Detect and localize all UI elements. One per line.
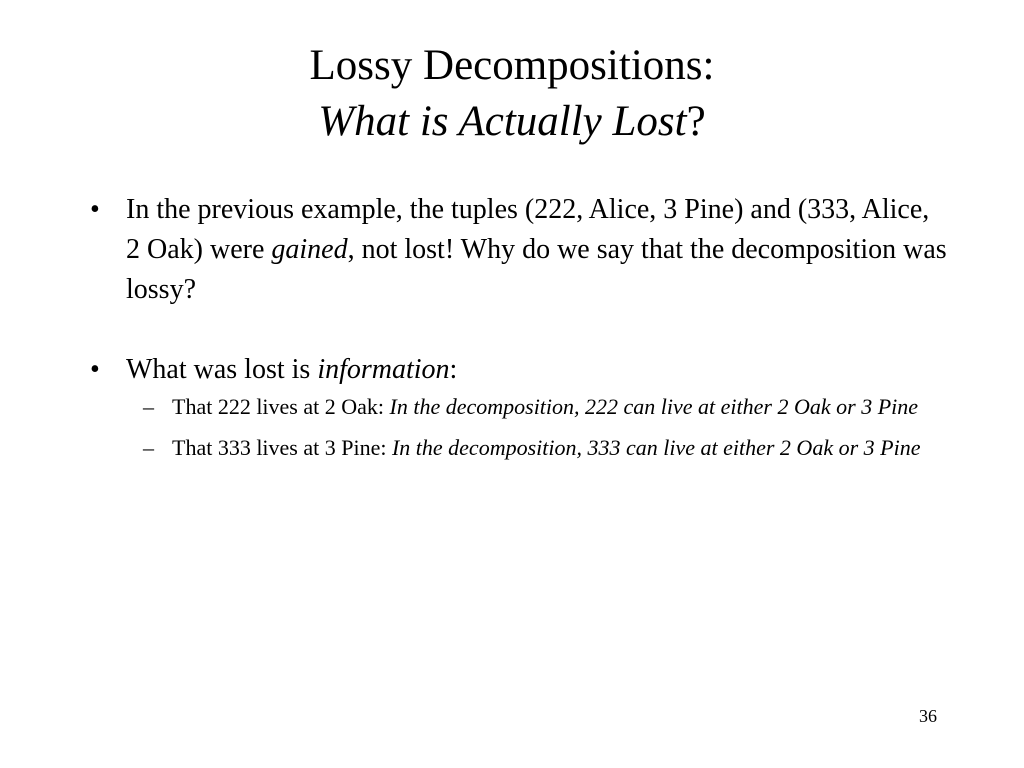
dash-marker: – bbox=[143, 435, 154, 460]
bullet-item bbox=[90, 350, 950, 464]
title-line-2 bbox=[0, 94, 1024, 150]
slide-body bbox=[90, 190, 950, 464]
bullet-marker: • bbox=[90, 354, 100, 385]
bullet-emphasis: gained bbox=[271, 234, 348, 265]
bullet-text: In the previous example, the tuples (222, Alice, 3 Pine) and (333, Alice, 2 Oak) were bbox=[126, 194, 930, 265]
title-line-1: Lossy Decompositions: bbox=[309, 42, 715, 89]
sub-bullet-list bbox=[126, 390, 950, 464]
bullet-emphasis: information bbox=[317, 354, 450, 385]
bullet-text: : bbox=[449, 354, 458, 385]
page-number: 36 bbox=[919, 706, 937, 726]
sub-bullet-text: That 333 lives at 3 Pine: bbox=[172, 435, 392, 460]
sub-bullet-item bbox=[126, 390, 950, 423]
sub-bullet-text: That 222 lives at 2 Oak: bbox=[172, 394, 390, 419]
sub-bullet-emphasis: In the decomposition, 222 can live at either 2 Oak or 3 Pine bbox=[389, 394, 919, 419]
title-italic: What is Actually Lost bbox=[318, 98, 687, 145]
bullet-text: , not lost! Why do we say that the decomposition was lossy? bbox=[126, 234, 947, 305]
bullet-item bbox=[90, 190, 950, 310]
bullet-text: What was lost is bbox=[126, 354, 318, 385]
bullet-marker: • bbox=[90, 194, 100, 225]
dash-marker: – bbox=[143, 394, 154, 419]
sub-bullet-emphasis: In the decomposition, 333 can live at either 2 Oak or 3 Pine bbox=[391, 435, 921, 460]
slide-title bbox=[0, 38, 1024, 150]
title-suffix: ? bbox=[686, 98, 706, 145]
sub-bullet-item bbox=[126, 431, 950, 464]
